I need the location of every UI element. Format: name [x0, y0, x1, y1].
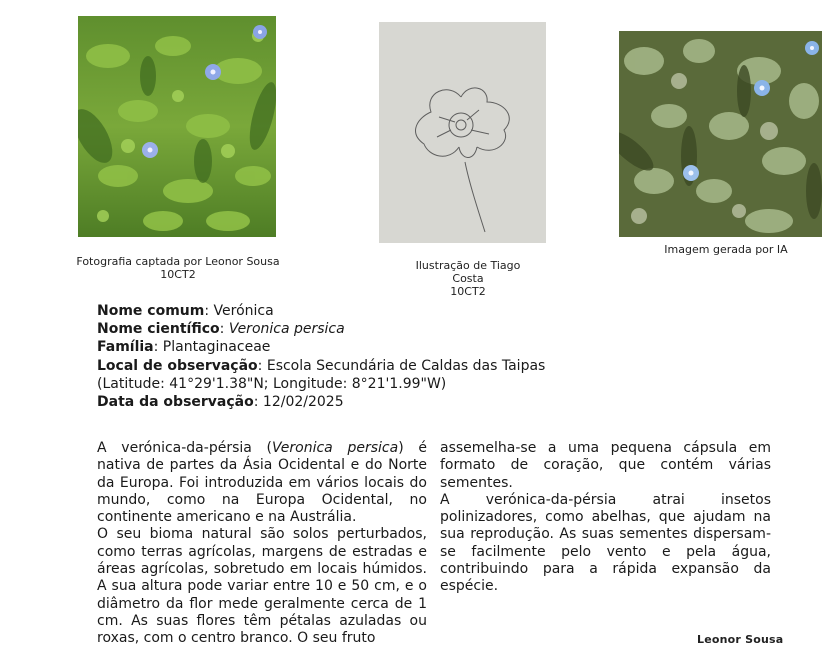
date-row: Data da observação: 12/02/2025: [97, 394, 344, 411]
observation-details: [97, 302, 617, 411]
paragraph-pollination: A verónica-da-pérsia atrai insetos polinizadores, como abelhas, que ajudam na sua reprodução. As suas sementes dispersam-se facilmente pelo vento e pela água, contribuindo para a rápida expansão da espécie.: [440, 491, 771, 595]
illustration-tiago-costa: [379, 22, 546, 243]
ai-clover-image: [619, 31, 822, 237]
paragraph-fruit: assemelha-se a uma pequena cápsula em formato de coração, que contém várias sementes.: [440, 440, 771, 491]
illustration-caption: Ilustração de Tiago Costa 10CT2: [415, 259, 521, 298]
common-name-row: Nome comum: Verónica: [97, 303, 274, 319]
family-row: Família: Plantaginaceae: [97, 339, 271, 356]
flower-drawing-image: [379, 22, 546, 243]
paragraph-origin: A verónica-da-pérsia (Veronica persica) é nativa de partes da Ásia Ocidental e do Norte da Europa. Foi introduzida em vários locais do mundo, como na Europa Ocidental, no continente americano e na Austrália.: [97, 440, 427, 526]
photo-leonor-sousa: [78, 16, 276, 237]
clover-photo-image: [78, 16, 276, 237]
location-row: Local de observação: Escola Secundária de Caldas das Taipas: [97, 357, 546, 374]
body-text-left-column: [97, 440, 427, 654]
paragraph-habitat: O seu bioma natural são solos perturbados, como terras agrícolas, margens de estradas e áreas agrícolas, sobretudo em locais húmidos. A sua altura pode variar entre 10 e 50 cm, e o diâmetro da flor mede geralmente cerca de 1 cm. As suas flores têm pétalas azuladas ou roxas, com o centro branco. O seu fruto: [97, 526, 427, 647]
ai-generated-image: [619, 31, 822, 237]
scientific-name-row: Nome científico: Veronica persica: [97, 321, 345, 338]
photo-caption: Fotografia captada por Leonor Sousa 10CT2: [76, 255, 280, 281]
ai-image-caption: Imagem gerada por IA: [664, 243, 788, 256]
coordinates-row: (Latitude: 41°29'1.38"N; Longitude: 8°21'1.99"W): [97, 375, 447, 392]
body-text-right-column: [440, 440, 771, 596]
author-signature: Leonor Sousa: [697, 633, 784, 646]
